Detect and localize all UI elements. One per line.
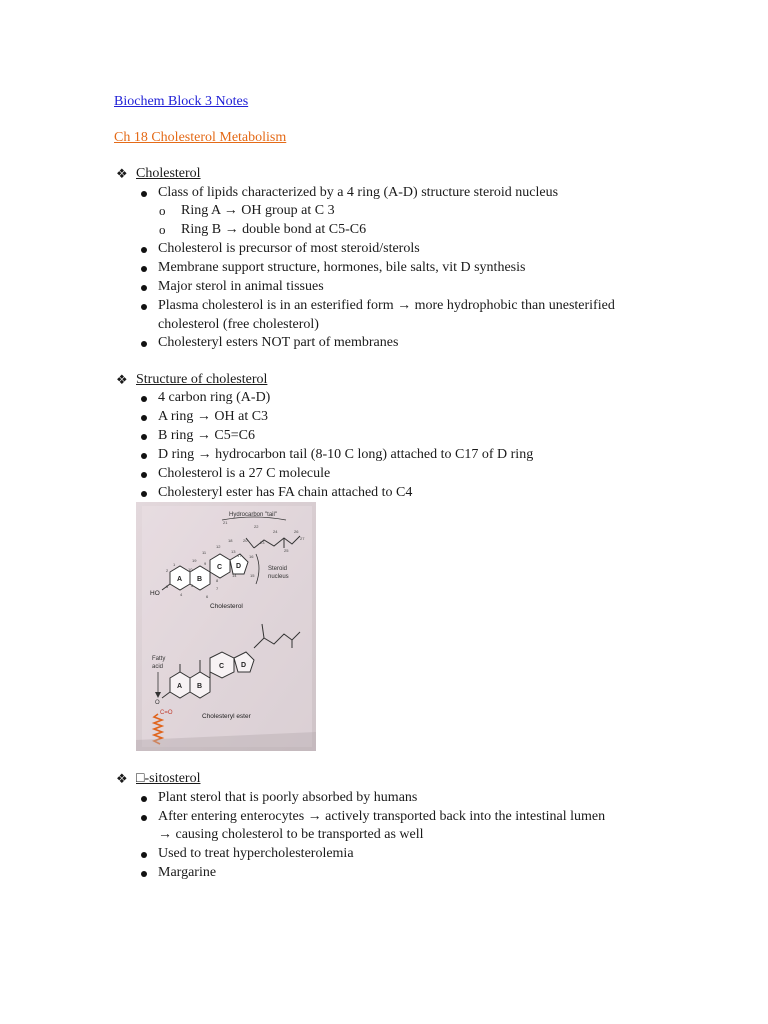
section-heading-sitosterol: □-sitosterol <box>136 771 201 786</box>
bullet-icon <box>141 285 147 291</box>
svg-text:26: 26 <box>294 529 299 534</box>
svg-text:6: 6 <box>206 594 209 599</box>
section-heading-structure: Structure of cholesterol <box>136 372 268 387</box>
list-item: Cholesterol is a 27 C molecule <box>158 466 331 481</box>
ring-a-label: A <box>177 576 183 583</box>
tail-label: Hydrocarbon "tail" <box>229 512 277 518</box>
cholesterol-structure-photo <box>136 502 316 751</box>
list-item: Ring B → double bond at C5-C6 <box>181 222 367 237</box>
svg-text:5: 5 <box>191 583 194 588</box>
sub-bullet-icon: o <box>159 222 166 237</box>
steroid-nucleus-label: Steroid <box>268 566 288 572</box>
list-item: A ring → OH at C3 <box>158 409 269 424</box>
list-item: Cholesteryl esters NOT part of membranes <box>158 335 399 350</box>
list-item: 4 carbon ring (A-D) <box>158 390 271 405</box>
list-item-continuation: → causing cholesterol to be transported as well <box>158 827 424 842</box>
sub-bullet-icon: o <box>159 203 166 218</box>
svg-text:25: 25 <box>284 548 289 553</box>
bullet-icon <box>141 491 147 497</box>
chapter-heading: Ch 18 Cholesterol Metabolism <box>114 130 287 145</box>
fatty-acid-label: Fatty <box>152 656 166 662</box>
svg-text:19: 19 <box>192 558 197 563</box>
bullet-icon <box>141 415 147 421</box>
svg-text:18: 18 <box>228 538 233 543</box>
list-item: Plasma cholesterol is in an esterified form → more hydrophobic than unesterified <box>158 298 615 313</box>
svg-text:12: 12 <box>216 544 221 549</box>
diamond-bullet-icon: ❖ <box>116 372 128 387</box>
ester-ring-d-label: D <box>241 662 247 669</box>
bullet-icon <box>141 396 147 402</box>
svg-text:10: 10 <box>188 567 193 572</box>
svg-text:17: 17 <box>237 553 242 558</box>
svg-text:1: 1 <box>173 562 176 567</box>
carbonyl-label: C=O <box>160 710 173 716</box>
svg-text:15: 15 <box>250 573 255 578</box>
list-item: B ring → C5=C6 <box>158 428 255 443</box>
svg-text:22: 22 <box>254 524 259 529</box>
ester-ring-c-label: C <box>219 663 225 670</box>
list-item-continuation: cholesterol (free cholesterol) <box>158 317 319 332</box>
ring-c-label: C <box>217 564 223 571</box>
ester-oxygen-label: O <box>155 700 160 706</box>
bullet-icon <box>141 247 147 253</box>
svg-text:2: 2 <box>166 568 169 573</box>
list-item: Plant sterol that is poorly absorbed by humans <box>158 790 418 805</box>
bullet-icon <box>141 266 147 272</box>
ring-b-label: B <box>197 576 203 583</box>
svg-text:16: 16 <box>249 554 254 559</box>
svg-text:23: 23 <box>260 540 265 545</box>
list-item: Used to treat hypercholesterolemia <box>158 846 354 861</box>
svg-text:8: 8 <box>216 578 219 583</box>
list-item: Major sterol in animal tissues <box>158 279 324 294</box>
ho-label: HO <box>150 590 160 597</box>
bullet-icon <box>141 472 147 478</box>
svg-text:4: 4 <box>180 592 183 597</box>
ester-ring-a-label: A <box>177 683 183 690</box>
ester-ring-b-label: B <box>197 683 203 690</box>
cholesteryl-ester-label: Cholesteryl ester <box>202 713 251 720</box>
ring-d-label: D <box>236 563 242 570</box>
steroid-nucleus-label: nucleus <box>268 574 289 580</box>
missing-glyph-icon: □ <box>136 771 145 786</box>
list-item: Cholesterol is precursor of most steroid/sterols <box>158 241 420 256</box>
svg-text:24: 24 <box>273 529 278 534</box>
list-item: Ring A → OH group at C 3 <box>181 203 335 218</box>
bullet-icon <box>141 453 147 459</box>
list-item: Membrane support structure, hormones, bile salts, vit D synthesis <box>158 260 526 275</box>
svg-text:9: 9 <box>204 561 207 566</box>
bullet-icon <box>141 341 147 347</box>
fatty-acid-label: acid <box>152 664 164 670</box>
diamond-bullet-icon: ❖ <box>116 771 128 786</box>
list-item: After entering enterocytes → actively transported back into the intestinal lumen <box>158 809 606 824</box>
svg-text:20: 20 <box>243 538 248 543</box>
svg-text:7: 7 <box>216 586 219 591</box>
svg-text:13: 13 <box>231 549 236 554</box>
diamond-bullet-icon: ❖ <box>116 166 128 181</box>
bullet-icon <box>141 871 147 877</box>
svg-text:11: 11 <box>202 550 207 555</box>
bullet-icon <box>141 304 147 310</box>
section-heading-cholesterol: Cholesterol <box>136 166 201 181</box>
document-title-link[interactable]: Biochem Block 3 Notes <box>114 94 249 109</box>
cholesterol-label: Cholesterol <box>210 603 243 610</box>
svg-text:21: 21 <box>223 520 228 525</box>
svg-text:14: 14 <box>232 573 237 578</box>
bullet-icon <box>141 191 147 197</box>
list-item: D ring → hydrocarbon tail (8-10 C long) attached to C17 of D ring <box>158 447 534 462</box>
bullet-icon <box>141 796 147 802</box>
list-item: Margarine <box>158 865 217 880</box>
list-item: Class of lipids characterized by a 4 ring (A-D) structure steroid nucleus <box>158 185 559 200</box>
svg-text:3: 3 <box>166 584 169 589</box>
bullet-icon <box>141 815 147 821</box>
list-item: Cholesteryl ester has FA chain attached to C4 <box>158 485 413 500</box>
svg-text:27: 27 <box>300 536 305 541</box>
bullet-icon <box>141 434 147 440</box>
bullet-icon <box>141 852 147 858</box>
